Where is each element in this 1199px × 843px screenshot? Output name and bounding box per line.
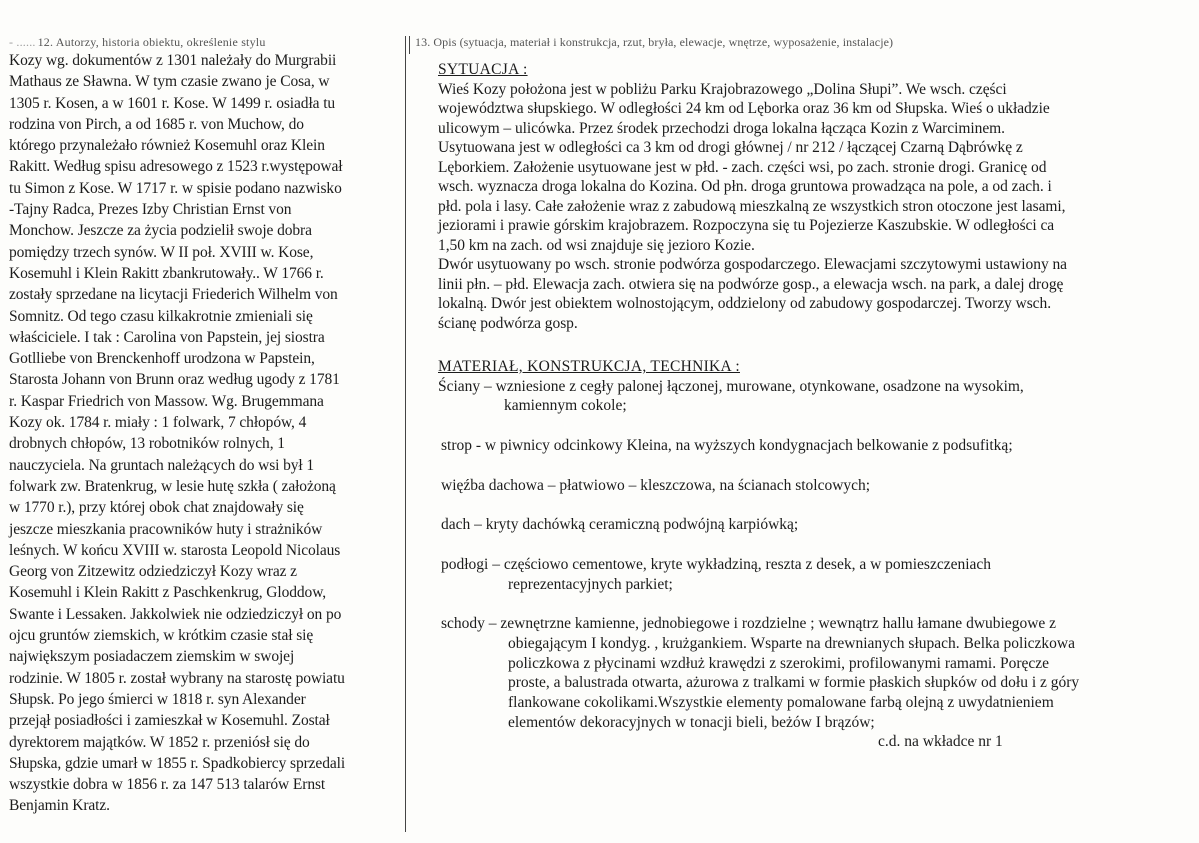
history-section-header [9,34,401,50]
sytuacja-text [438,80,1188,334]
history-text-line: zostały sprzedane na licytacji Friederich Wilhelm von [9,286,338,304]
sytuacja-text-line: Dwór usytuowany po wsch. stronie podwórza gospodarczego. Elewacjami szczytowymi ustawiony na [438,256,1068,273]
history-section [9,34,401,817]
history-text-line: dyrektorem majątków. W 1852 r. przeniósł się do [9,733,310,751]
history-text-line: w 1770 r.), przy której obok chat znajdowały się [9,499,304,517]
podlogi-line-2: reprezentacyjnych parkiet; [508,575,673,593]
column-divider-short [409,36,410,54]
history-text-line: Słupsk. Po jego śmierci w 1818 r. syn Alexander [9,690,306,708]
material-title: MATERIAŁ, KONSTRUKCJA, TECHNIKA : [438,358,740,375]
sytuacja-text-line: ścianę podwórza gosp. [438,314,578,332]
header-dots: - ...... [9,35,36,49]
history-text-line: jeszcze mieszkania pracowników huty i strażników [9,520,323,538]
sytuacja-text-line: wsch. wyznacza droga lokalna do Kozina. Od płn. droga gruntowa prowadząca na pole, a od zach. i [438,178,1052,195]
sytuacja-text-line: linii płn. – płd. Elewacja zach. otwiera się na podwórze gosp., a elewacja wsch. na park, a dalej drogę [438,275,1064,293]
history-text-line: Mathaus ze Sławna. W tym czasie zwano je Cosa, w [9,73,330,91]
description-section-header: 13. Opis (sytuacja, materiał i konstrukcja, rzut, bryła, elewacje, wnętrze, wyposażenie, instalacje) [415,35,894,49]
history-text-line: 1305 r. Kosen, a w 1601 r. Kose. W 1499 r. osiadła tu [9,94,336,112]
history-text-line: pomiędzy trzech synów. W II poł. XVIII w. Kose, [9,243,314,261]
history-text-line: folwark zw. Bratenkrug, w lesie hutę szkła ( założoną [9,477,336,495]
history-text-line: Swante i Lessaken. Jakkolwiek nie odziedziczył on po [9,605,342,623]
history-text-line: wszystkie dobra w 1856 r. za 147 513 talarów Ernst [9,776,326,794]
history-text-line: właściciele. I tak : Carolina von Papstein, jej siostra [9,328,325,346]
history-text-line: ojcu gruntów ziemskich, w krótkim czasie stał się [9,627,314,645]
history-text-line: przejął posiadłości i zamieszkał w Kosemuhl. Został [9,712,330,730]
history-text-line: Kozy ok. 1784 r. miały : 1 folwark, 7 chłopów, 4 [9,414,307,432]
sciany-line-2: kamiennym cokole; [504,397,627,415]
history-text-line: Georg von Zitzewitz odziedziczył Kozy wraz z [9,563,297,581]
sytuacja-text-line: Usytuowana jest w odległości ca 3 km od drogi głównej / nr 212 / łączącej Czarną Dąbrówkę z [438,139,1023,156]
sytuacja-title: SYTUACJA : [438,61,528,78]
history-text-line: rodzina von Pirch, a od 1685 r. von Muchow, do [9,115,304,133]
history-text-line: Kosemuhl i Klein Rakitt z Paschkenkrug, Gloddow, [9,584,327,602]
sytuacja-text-line: jeziorami i prawie górskim krajobrazem. Rozpoczyna się tu Pojezierze Kaszubskie. W odległości ca [438,217,1055,234]
sytuacja-text-line: Wieś Kozy położona jest w pobliżu Parku Krajobrazowego „Dolina Słupi”. We wsch. części [438,80,1007,98]
history-text-line: Rakitt. Według spisu adresowego z 1523 r.występował [9,158,343,176]
history-text-line: Kosemuhl i Klein Rakitt zbankrutowały.. W 1766 r. [9,264,324,282]
history-text-line: -Tajny Radca, Prezes Izby Christian Ernst von [9,201,292,219]
schody-line-2: obiegającym I kondyg. , krużgankiem. Wsparte na drewnianych słupach. Belka policzkowa [508,635,1075,652]
history-text-line: r. Kaspar Friedrich von Massow. Wg. Brugemmana [9,392,324,410]
podlogi-line-1: podłogi – częściowo cementowe, kryte wykładziną, reszta z desek, a w pomieszczeniach [441,555,992,573]
history-text-line: Monchow. Jeszcze za życia podzielił swoje dobra [9,222,312,240]
wiezba-line: więźba dachowa – płatwiowo – kleszczowa, na ścianach stolcowych; [441,476,871,494]
dach-line: dach – kryty dachówką ceramiczną podwójną karpiówką; [441,516,799,534]
continued-note: c.d. na wkładce nr 1 [878,733,1003,751]
sytuacja-text-line: Lęborkiem. Założenie usytuowane jest w płd. - zach. części wsi, po zach. stronie drogi. Granicę od [438,158,1047,176]
history-header-text: 12. Autorzy, historia obiektu, określenie stylu [37,35,266,49]
schody-line-5: flankowane cokolikami.Wszystkie elementy pomalowane farbą olejną z uwydatnieniem [508,694,1054,712]
history-text-line: leśnych. W końcu XVIII w. starosta Leopold Nicolaus [9,541,341,559]
sytuacja-text-line: płd. pola i lasy. Całe założenie wraz z zabudową mieszkalną ze wszystkich stron otoczone jest lasami, [438,197,1066,215]
history-text-line: drobnych chłopów, 13 robotników rolnych, 1 [9,435,285,453]
history-text-line: Słupska, gdzie umarł w 1855 r. Spadkobiercy sprzedali [9,754,346,772]
history-text-line: Kozy wg. dokumentów z 1301 należały do Murgrabii [9,52,337,69]
history-text-line: Benjamin Kratz. [9,797,110,815]
history-text-line: Starosta Johann von Brunn oraz według ugody z 1781 [9,371,340,389]
history-text-line: Somnitz. Od tego czasu kilkakrotnie zmieniali się [9,307,313,325]
schody-line-6: elementów dekoracyjnych w tonacji bieli, beżów I brązów; [508,713,875,731]
sytuacja-text-line: lokalną. Dwór jest obiektem wolnostojącym, oddzielony od zabudowy gospodarczej. Tworzy wsch. [438,295,1052,312]
history-text-line: największym posiadaczem ziemskim w swojej [9,648,295,666]
history-text-line: Gotlliebe von Brenckenhoff urodzona w Papstein, [9,350,315,368]
schody-line-3: policzkowa z płycinami wzdłuż krawędzi z szerokimi, profilowanymi ramami. Poręcze [508,654,1050,672]
sytuacja-text-line: województwa słupskiego. W odległości 24 km od Lęborka oraz 36 km od Słupska. Wieś o układzie [438,100,1050,117]
schody-line-4: proste, a balustrada otwarta, ażurowa z tralkami w formie płaskich słupków od dołu i z góry [508,674,1080,692]
history-text-line: tu Simon z Kose. W 1717 r. w spisie podano nazwisko [9,179,342,197]
sciany-line-1: Ściany – wzniesione z cegły palonej łączonej, murowane, otynkowane, osadzone na wysokim, [438,377,1024,395]
history-text-line: rodzinie. W 1805 r. został wybrany na starostę powiatu [9,669,345,687]
history-text-line: którego przynależało również Kosemuhl oraz Klein [9,137,325,155]
description-section-header-row [412,34,1192,50]
column-divider [405,36,406,832]
history-text [9,50,401,817]
history-text-line: nauczyciela. Na gruntach należących do wsi był 1 [9,456,315,474]
description-section [438,60,1188,752]
strop-line: strop - w piwnicy odcinkowy Kleina, na wyższych kondygnacjach belkowanie z podsufitką; [441,436,1013,454]
sytuacja-text-line: ulicowym – ulicówka. Przez środek przechodzi droga lokalna łącząca Kozin z Warciminem. [438,119,1006,137]
schody-line-1: schody – zewnętrzne kamienne, jednobiegowe i rozdzielne ; wewnątrz hallu łamane dwubiegowe z [441,615,1057,633]
sytuacja-text-line: 1,50 km na zach. od wsi znajduje się jezioro Kozie. [438,236,755,254]
